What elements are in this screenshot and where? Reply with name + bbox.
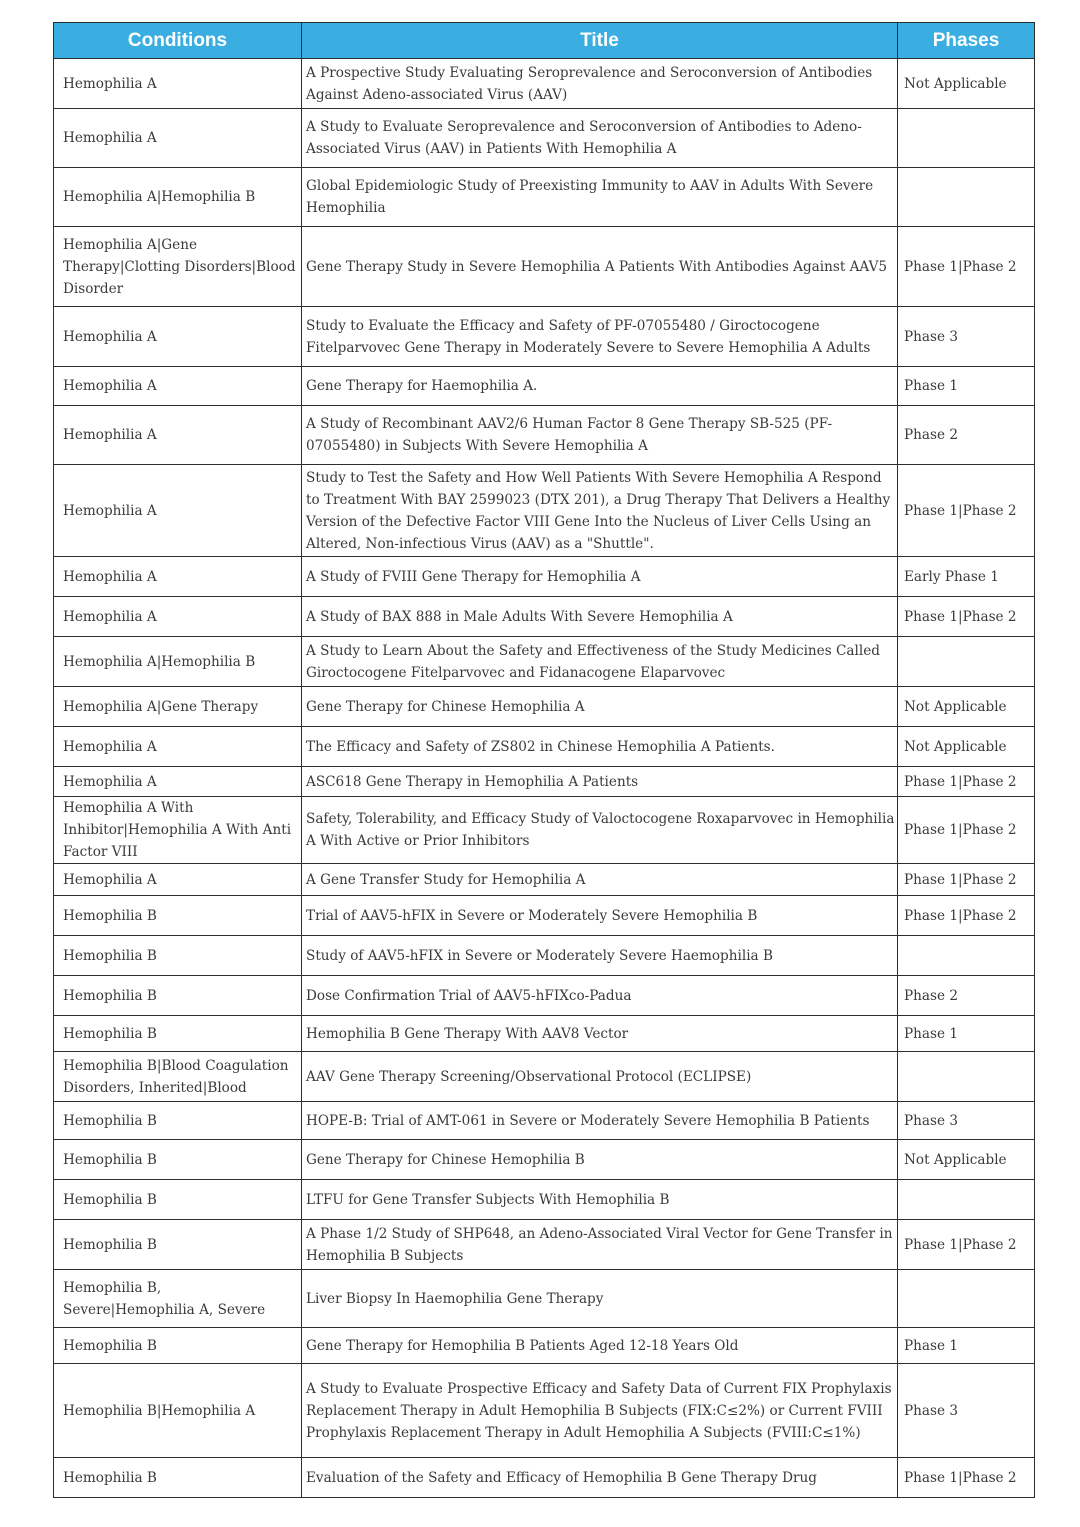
table-row [54, 597, 1035, 637]
cell-conditions: Hemophilia A|Hemophilia B [54, 637, 302, 687]
cell-phases: Phase 1 [898, 1328, 1035, 1364]
cell-phases [898, 1180, 1035, 1220]
cell-phases [898, 637, 1035, 687]
cell-phases: Phase 1|Phase 2 [898, 767, 1035, 797]
cell-conditions: Hemophilia B [54, 936, 302, 976]
table-row [54, 727, 1035, 767]
cell-phases: Phase 1|Phase 2 [898, 797, 1035, 864]
cell-phases: Phase 1|Phase 2 [898, 1220, 1035, 1270]
cell-title: A Study of BAX 888 in Male Adults With Severe Hemophilia A [302, 597, 898, 637]
cell-title: A Study to Evaluate Prospective Efficacy and Safety Data of Current FIX Prophylaxis Replacement Therapy in Adult Hemophilia B Subjects (FIX:C≤2%) or Current FVIII Prophylaxis Replacement Therapy in Adult Hemophilia A Subjects (FVIII:C≤1%) [302, 1364, 898, 1458]
table-row [54, 1180, 1035, 1220]
cell-phases: Phase 2 [898, 976, 1035, 1016]
header-conditions: Conditions [54, 23, 302, 59]
cell-phases [898, 109, 1035, 168]
cell-title: Gene Therapy for Hemophilia B Patients Aged 12-18 Years Old [302, 1328, 898, 1364]
cell-conditions: Hemophilia A|Hemophilia B [54, 168, 302, 227]
cell-title: Safety, Tolerability, and Efficacy Study of Valoctocogene Roxaparvovec in Hemophilia A With Active or Prior Inhibitors [302, 797, 898, 864]
header-title: Title [302, 23, 898, 59]
cell-title: HOPE-B: Trial of AMT-061 in Severe or Moderately Severe Hemophilia B Patients [302, 1102, 898, 1140]
cell-title: Evaluation of the Safety and Efficacy of Hemophilia B Gene Therapy Drug [302, 1458, 898, 1498]
cell-title: AAV Gene Therapy Screening/Observational Protocol (ECLIPSE) [302, 1052, 898, 1102]
cell-title: The Efficacy and Safety of ZS802 in Chinese Hemophilia A Patients. [302, 727, 898, 767]
cell-conditions: Hemophilia A [54, 109, 302, 168]
cell-title: Gene Therapy for Haemophilia A. [302, 367, 898, 406]
cell-phases [898, 936, 1035, 976]
table-row [54, 767, 1035, 797]
table-row [54, 1328, 1035, 1364]
cell-phases: Early Phase 1 [898, 557, 1035, 597]
table-row [54, 1102, 1035, 1140]
table-row [54, 367, 1035, 406]
cell-conditions: Hemophilia B|Hemophilia A [54, 1364, 302, 1458]
table-row [54, 307, 1035, 367]
cell-title: Study to Evaluate the Efficacy and Safety of PF-07055480 / Giroctocogene Fitelparvovec Gene Therapy in Moderately Severe to Severe Hemophilia A Adults [302, 307, 898, 367]
table-row [54, 1052, 1035, 1102]
cell-title: Liver Biopsy In Haemophilia Gene Therapy [302, 1270, 898, 1328]
cell-conditions: Hemophilia A|Gene Therapy|Clotting Disorders|Blood Disorder [54, 227, 302, 307]
table-row [54, 1364, 1035, 1458]
cell-title: Hemophilia B Gene Therapy With AAV8 Vector [302, 1016, 898, 1052]
cell-title: A Study of Recombinant AAV2/6 Human Factor 8 Gene Therapy SB-525 (PF-07055480) in Subjects With Severe Hemophilia A [302, 406, 898, 465]
cell-phases: Phase 1|Phase 2 [898, 227, 1035, 307]
cell-title: Dose Confirmation Trial of AAV5-hFIXco-Padua [302, 976, 898, 1016]
cell-title: Gene Therapy for Chinese Hemophilia A [302, 687, 898, 727]
cell-title: Study to Test the Safety and How Well Patients With Severe Hemophilia A Respond to Treatment With BAY 2599023 (DTX 201), a Drug Therapy That Delivers a Healthy Version of the Defective Factor VIII Gene Into the Nucleus of Liver Cells Using an Altered, Non-infectious Virus (AAV) as a "Shuttle". [302, 465, 898, 557]
cell-phases: Phase 1 [898, 367, 1035, 406]
cell-conditions: Hemophilia A [54, 59, 302, 109]
cell-conditions: Hemophilia A [54, 406, 302, 465]
cell-title: Study of AAV5-hFIX in Severe or Moderately Severe Haemophilia B [302, 936, 898, 976]
table-row [54, 637, 1035, 687]
cell-phases: Not Applicable [898, 1140, 1035, 1180]
cell-phases: Phase 1|Phase 2 [898, 465, 1035, 557]
table-row [54, 797, 1035, 864]
table-row [54, 936, 1035, 976]
table-row [54, 557, 1035, 597]
table-row [54, 976, 1035, 1016]
cell-phases [898, 168, 1035, 227]
cell-phases: Phase 1|Phase 2 [898, 597, 1035, 637]
header-row [54, 23, 1035, 59]
cell-conditions: Hemophilia B [54, 1220, 302, 1270]
cell-phases [898, 1270, 1035, 1328]
cell-title: A Prospective Study Evaluating Seroprevalence and Seroconversion of Antibodies Against Adeno-associated Virus (AAV) [302, 59, 898, 109]
cell-title: A Study of FVIII Gene Therapy for Hemophilia A [302, 557, 898, 597]
table-row [54, 1140, 1035, 1180]
table-row [54, 1016, 1035, 1052]
table-row [54, 687, 1035, 727]
cell-conditions: Hemophilia B [54, 1458, 302, 1498]
cell-phases: Not Applicable [898, 727, 1035, 767]
table-row [54, 406, 1035, 465]
cell-title: ASC618 Gene Therapy in Hemophilia A Patients [302, 767, 898, 797]
cell-conditions: Hemophilia B [54, 1328, 302, 1364]
table-row [54, 168, 1035, 227]
cell-conditions: Hemophilia B|Blood Coagulation Disorders, Inherited|Blood [54, 1052, 302, 1102]
cell-conditions: Hemophilia B [54, 1016, 302, 1052]
cell-phases: Not Applicable [898, 687, 1035, 727]
cell-phases: Phase 1|Phase 2 [898, 864, 1035, 896]
cell-conditions: Hemophilia B [54, 896, 302, 936]
cell-phases: Phase 3 [898, 307, 1035, 367]
cell-conditions: Hemophilia A|Gene Therapy [54, 687, 302, 727]
cell-phases: Phase 1 [898, 1016, 1035, 1052]
cell-title: A Study to Learn About the Safety and Effectiveness of the Study Medicines Called Giroctocogene Fitelparvovec and Fidanacogene Elaparvovec [302, 637, 898, 687]
cell-phases [898, 1052, 1035, 1102]
table-row [54, 59, 1035, 109]
cell-conditions: Hemophilia B [54, 1140, 302, 1180]
cell-phases: Phase 3 [898, 1364, 1035, 1458]
cell-phases: Not Applicable [898, 59, 1035, 109]
cell-conditions: Hemophilia B, Severe|Hemophilia A, Severe [54, 1270, 302, 1328]
cell-conditions: Hemophilia A [54, 864, 302, 896]
cell-conditions: Hemophilia A [54, 557, 302, 597]
cell-conditions: Hemophilia A [54, 465, 302, 557]
cell-title: LTFU for Gene Transfer Subjects With Hemophilia B [302, 1180, 898, 1220]
table-row [54, 864, 1035, 896]
table-row [54, 1270, 1035, 1328]
cell-phases: Phase 1|Phase 2 [898, 896, 1035, 936]
table-row [54, 109, 1035, 168]
cell-conditions: Hemophilia A With Inhibitor|Hemophilia A With Anti Factor VIII [54, 797, 302, 864]
cell-title: Trial of AAV5-hFIX in Severe or Moderately Severe Hemophilia B [302, 896, 898, 936]
cell-title: Gene Therapy Study in Severe Hemophilia A Patients With Antibodies Against AAV5 [302, 227, 898, 307]
table-row [54, 227, 1035, 307]
cell-conditions: Hemophilia A [54, 597, 302, 637]
header-phases: Phases [898, 23, 1035, 59]
cell-conditions: Hemophilia B [54, 1180, 302, 1220]
cell-title: A Phase 1/2 Study of SHP648, an Adeno-Associated Viral Vector for Gene Transfer in Hemophilia B Subjects [302, 1220, 898, 1270]
table-row [54, 465, 1035, 557]
cell-phases: Phase 1|Phase 2 [898, 1458, 1035, 1498]
cell-conditions: Hemophilia A [54, 727, 302, 767]
cell-title: Gene Therapy for Chinese Hemophilia B [302, 1140, 898, 1180]
cell-conditions: Hemophilia B [54, 976, 302, 1016]
table-row [54, 1220, 1035, 1270]
cell-conditions: Hemophilia A [54, 767, 302, 797]
table-row [54, 1458, 1035, 1498]
table-row [54, 896, 1035, 936]
cell-title: Global Epidemiologic Study of Preexisting Immunity to AAV in Adults With Severe Hemophilia [302, 168, 898, 227]
trials-table [53, 22, 1035, 1498]
cell-phases: Phase 3 [898, 1102, 1035, 1140]
cell-title: A Study to Evaluate Seroprevalence and Seroconversion of Antibodies to Adeno-Associated Virus (AAV) in Patients With Hemophilia A [302, 109, 898, 168]
cell-conditions: Hemophilia A [54, 307, 302, 367]
cell-conditions: Hemophilia B [54, 1102, 302, 1140]
cell-phases: Phase 2 [898, 406, 1035, 465]
cell-conditions: Hemophilia A [54, 367, 302, 406]
cell-title: A Gene Transfer Study for Hemophilia A [302, 864, 898, 896]
